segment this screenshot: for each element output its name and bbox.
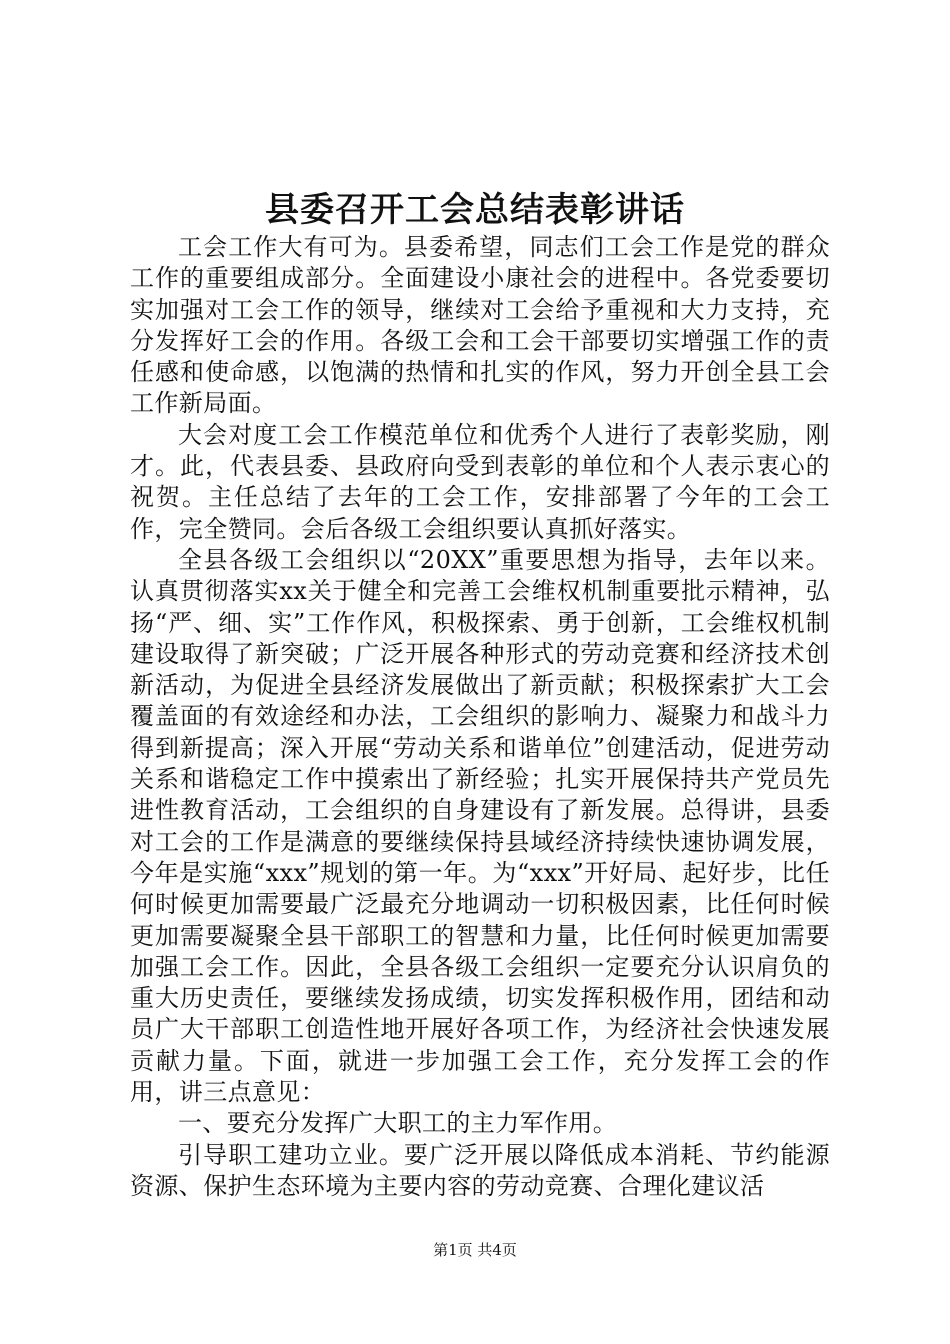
document-title: 县委召开工会总结表彰讲话 xyxy=(265,190,685,230)
document-body xyxy=(130,232,830,1202)
paragraph-4: 引导职工建功立业。要广泛开展以降低成本消耗、节约能源资源、保护生态环境为主要内容的劳动竞赛、合理化建议活 xyxy=(130,1140,830,1200)
paragraph-3: 全县各级工会组织以“20XX”重要思想为指导，去年以来。认真贯彻落实xx关于健全和完善工会维权机制重要批示精神，弘扬“严、细、实”工作作风，积极探索、勇于创新，工会维权机制建设取得了新突破；广泛开展各种形式的劳动竞赛和经济技术创新活动，为促进全县经济发展做出了新贡献；积极探索扩大工会覆盖面的有效途经和办法，工会组织的影响力、凝聚力和战斗力得到新提高；深入开展“劳动关系和谐单位”创建活动，促进劳动关系和谐稳定工作中摸索出了新经验；扎实开展保持共产党员先进性教育活动，工会组织的自身建设有了新发展。总得讲，县委对工会的工作是满意的要继续保持县域经济持续快速协调发展，今年是实施“xxx”规划的第一年。为“xxx”开好局、起好步，比任何时候更加需要最广泛最充分地调动一切积极因素，比任何时候更加需要凝聚全县干部职工的智慧和力量，比任何时候更加需要加强工会工作。因此，全县各级工会组织一定要充分认识肩负的重大历史责任，要继续发扬成绩，切实发挥积极作用，团结和动员广大干部职工创造性地开展好各项工作，为经济社会快速发展贡献力量。下面，就进一步加强工会工作，充分发挥工会的作用，讲三点意见： xyxy=(130,545,830,1107)
page-footer: 第1页 共4页 xyxy=(433,1241,517,1259)
section-heading-1: 一、要充分发挥广大职工的主力军作用。 xyxy=(178,1109,618,1138)
paragraph-1: 工会工作大有可为。县委希望，同志们工会工作是党的群众工作的重要组成部分。全面建设小康社会的进程中。各党委要切实加强对工会工作的领导，继续对工会给予重视和大力支持，充分发挥好工会的作用。各级工会和工会干部要切实增强工作的责任感和使命感，以饱满的热情和扎实的作风，努力开创全县工会工作新局面。 xyxy=(130,233,830,418)
paragraph-2: 大会对度工会工作模范单位和优秀个人进行了表彰奖励，刚才。此，代表县委、县政府向受到表彰的单位和个人表示衷心的祝贺。主任总结了去年的工会工作，安排部署了今年的工会工作，完全赞同。会后各级工会组织要认真抓好落实。 xyxy=(130,420,830,543)
